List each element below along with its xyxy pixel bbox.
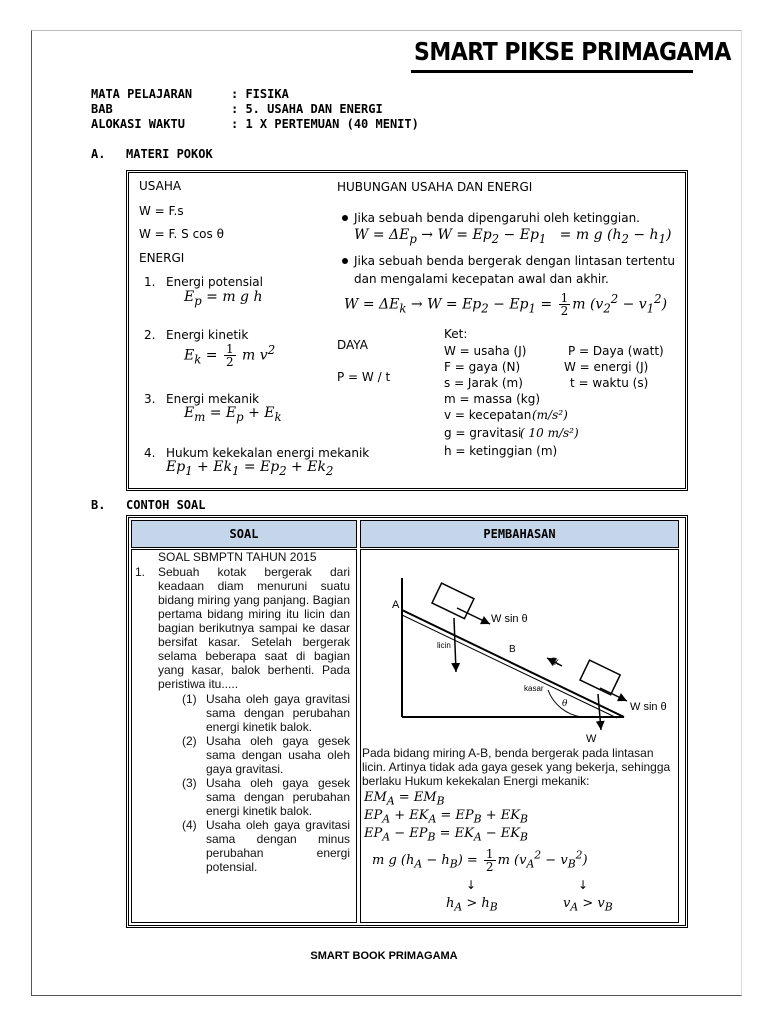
info-value: : 1 X PERTEMUAN (40 MENIT) bbox=[231, 117, 419, 131]
energi-potensial-formula: $E_p = m$ g h bbox=[184, 289, 263, 308]
label-theta: θ bbox=[562, 699, 568, 709]
section-b-number: B. bbox=[91, 498, 106, 512]
ket-right: P = Daya (watt) bbox=[568, 344, 664, 358]
info-label: MATA PELAJARAN bbox=[91, 87, 193, 101]
energi-item-label: Energi potensial bbox=[166, 275, 263, 289]
option-item bbox=[182, 818, 350, 874]
option-text: Usaha oleh gaya gesek sama dengan perubahan energi kinetik balok. bbox=[206, 776, 350, 818]
bullet-icon bbox=[342, 215, 348, 221]
result-2: $v_A > v_B$ bbox=[563, 896, 613, 914]
ket-left: g = gravitasi bbox=[444, 426, 522, 440]
energi-item-number: 3. bbox=[144, 392, 156, 406]
option-number: (4) bbox=[182, 818, 197, 832]
result-1: $h_A > h_B$ bbox=[446, 896, 498, 914]
label-a: A bbox=[392, 599, 400, 611]
soal-number: 1. bbox=[135, 565, 146, 579]
section-a-title: MATERI POKOK bbox=[126, 147, 213, 161]
daya-title: DAYA bbox=[337, 338, 368, 352]
soal-content bbox=[135, 550, 354, 874]
label-licin: licin bbox=[437, 641, 451, 650]
ket-left: v = kecepatan bbox=[444, 408, 532, 422]
hubungan-title: HUBUNGAN USAHA DAN ENERGI bbox=[337, 180, 533, 194]
section-b-title: CONTOH SOAL bbox=[126, 498, 206, 512]
daya-formula: P = W / t bbox=[337, 370, 391, 384]
bullet-2-line-1: Jika sebuah benda bergerak dengan lintasan tertentu bbox=[354, 254, 675, 268]
energi-item-label: Hukum kekekalan energi mekanik bbox=[166, 446, 370, 460]
soal-heading: SOAL SBMPTN TAHUN 2015 bbox=[158, 550, 317, 564]
incline-surface-inner bbox=[402, 615, 617, 718]
usaha-title: USAHA bbox=[139, 179, 182, 193]
option-item bbox=[182, 692, 350, 734]
kekekalan-formula: $Ep_1 + Ek_1 = Ep_2 + Ek_2$ bbox=[166, 459, 334, 478]
bullet-icon bbox=[342, 258, 348, 264]
energi-item-number: 4. bbox=[144, 446, 156, 460]
inclined-plane-diagram bbox=[362, 560, 678, 746]
title-rule bbox=[411, 70, 693, 73]
option-text: Usaha oleh gaya gesek sama dengan usaha oleh gaya gravitasi. bbox=[206, 734, 350, 776]
energi-item-number: 1. bbox=[144, 275, 156, 289]
usaha-formula-1: W = F.s bbox=[139, 204, 184, 218]
bullet-1-formula: $W = \Delta E_p \to W = Ep_2 - Ep_1 = m$ g $(h_2 - h_1)$ bbox=[354, 227, 672, 246]
energi-item-label: Energi mekanik bbox=[166, 392, 260, 406]
ket-left: h = ketinggian (m) bbox=[444, 444, 558, 458]
ket-right: W = energi (J) bbox=[564, 360, 649, 374]
table-header-pembahasan: PEMBAHASAN bbox=[360, 520, 679, 548]
option-text: Usaha oleh gaya gravitasi sama dengan minus perubahan energi potensial. bbox=[206, 818, 350, 874]
table-header-soal: SOAL bbox=[131, 520, 357, 548]
box-bottom bbox=[580, 660, 620, 695]
label-wsin-bottom: W sin θ bbox=[630, 701, 667, 713]
info-label: ALOKASI WAKTU bbox=[91, 117, 185, 131]
energi-title: ENERGI bbox=[139, 251, 185, 265]
ket-right: ( 10 m/s²) bbox=[520, 426, 579, 440]
soal-text: Sebuah kotak bergerak dari keadaan diam menuruni suatu bidang miring yang panjang. Bagian pertama bidang miring itu licin dan bagian berikutnya sampai ke dasar bersifat kasar. Setelah bergerak selama beberapa saat di bagian yang kasar, balok berhenti. Pada peristiwa itu..... bbox=[158, 565, 350, 691]
label-wsin-top: W sin θ bbox=[491, 613, 528, 625]
equation-3: $EP_A - EP_B = EK_A - EK_B$ bbox=[364, 826, 528, 844]
weight-arrow-top bbox=[454, 618, 456, 672]
option-item bbox=[182, 776, 350, 818]
ket-left: m = massa (kg) bbox=[444, 392, 541, 406]
energi-mekanik-formula: $E_m = E_p + E_k$ bbox=[184, 405, 282, 424]
section-a-number: A. bbox=[91, 147, 106, 161]
info-value: : 5. USAHA DAN ENERGI bbox=[231, 102, 383, 116]
energi-item-number: 2. bbox=[144, 328, 156, 342]
footer-text: SMART BOOK PRIMAGAMA bbox=[310, 950, 458, 962]
usaha-formula-2: W = F. S cos θ bbox=[139, 227, 224, 241]
option-number: (3) bbox=[182, 776, 197, 790]
option-text: Usaha oleh gaya gravitasi sama dengan perubahan energi kinetik balok. bbox=[206, 692, 350, 734]
info-value: : FISIKA bbox=[231, 87, 289, 101]
ket-title: Ket: bbox=[444, 327, 468, 341]
option-item bbox=[182, 734, 350, 776]
ket-right: t = waktu (s) bbox=[570, 376, 649, 390]
label-b: B bbox=[509, 644, 516, 655]
ket-left: W = usaha (J) bbox=[444, 344, 527, 358]
label-w: W bbox=[586, 733, 597, 745]
option-number: (2) bbox=[182, 734, 197, 748]
ket-left: s = Jarak (m) bbox=[444, 376, 523, 390]
equation-4: m g $(h_A - h_B)$ = $\frac{1}{2}$ m $(v_A^2 - v_B^2)$ bbox=[372, 847, 588, 874]
option-number: (1) bbox=[182, 692, 197, 706]
label-fk: fk bbox=[551, 657, 559, 668]
down-arrow-icon: ↓ bbox=[466, 878, 477, 892]
option-list bbox=[182, 692, 350, 874]
ket-left: F = gaya (N) bbox=[444, 360, 521, 374]
energi-kinetik-formula: $E_k$ = $\frac{1}{2}$ m $v^2$ bbox=[184, 342, 276, 370]
page-title: SMART PIKSE PRIMAGAMA bbox=[414, 38, 731, 67]
info-label: BAB bbox=[91, 102, 113, 116]
weight-arrow-bottom bbox=[598, 694, 601, 730]
ket-right: (m/s²) bbox=[532, 408, 568, 422]
pembahasan-text: Pada bidang miring A-B, benda bergerak pada lintasan licin. Artinya tidak ada gaya gesek yang bekerja, sehingga berlaku Hukum kekekalan Energi mekanik: bbox=[362, 746, 671, 788]
down-arrow-icon: ↓ bbox=[578, 878, 589, 892]
bullet-2-line-2: dan mengalami kecepatan awal dan akhir. bbox=[354, 272, 609, 286]
equation-1: $EM_A = EM_B$ bbox=[364, 790, 445, 808]
label-kasar: kasar bbox=[524, 684, 544, 693]
bullet-1-text: Jika sebuah benda dipengaruhi oleh ketinggian. bbox=[354, 211, 640, 225]
equation-2: $EP_A + EK_A = EP_B + EK_B$ bbox=[364, 808, 528, 826]
energi-item-label: Energi kinetik bbox=[166, 328, 249, 342]
bullet-2-formula: $W = \Delta E_k \to W = Ep_2 - Ep_1$ = $\frac{1}{2}$ m $(v_2^2 - v_1^2)$ bbox=[344, 291, 668, 319]
